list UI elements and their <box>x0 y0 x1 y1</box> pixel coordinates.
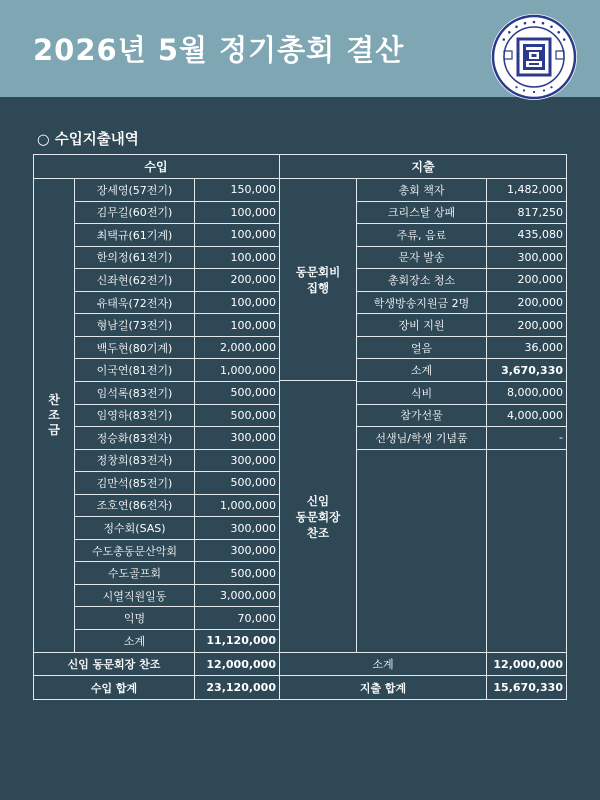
income-row-amount: 200,000 <box>230 273 276 287</box>
expense-row-name: 총회 책자 <box>398 183 445 197</box>
group-label-line: 동문회장 <box>295 509 341 524</box>
expense-row-amount: 435,080 <box>517 228 563 242</box>
income-row-name: 이국연(81전기) <box>96 364 173 378</box>
category-char: 찬 <box>48 393 60 407</box>
income-row-amount: 300,000 <box>230 431 276 445</box>
expense-row-amount: 36,000 <box>524 341 563 355</box>
section-title: ○ 수입지출내역 <box>37 132 139 148</box>
income-row-name: 정승화(83전자) <box>96 431 173 445</box>
expense-row-name: 총회장소 청소 <box>387 273 456 287</box>
expense-group-president-donation <box>280 381 356 652</box>
income-row-name: 장세영(57전기) <box>96 183 173 197</box>
title-banner <box>0 0 600 97</box>
expense-row-amount: 3,670,330 <box>501 363 563 377</box>
income-row-amount: 1,000,000 <box>220 498 276 512</box>
income-row-name: 익명 <box>123 612 146 626</box>
expense-row-name: 선생님/학생 기념품 <box>375 431 468 445</box>
group-label-line: 찬조 <box>306 525 330 540</box>
expense-row-name: 소계 <box>410 364 433 378</box>
income-row-name: 수도골프회 <box>107 567 162 581</box>
page-title: 2026년 5월 정기총회 결산 <box>33 33 405 67</box>
expense-header: 지출 <box>411 160 435 174</box>
expense-row-amount: - <box>559 431 563 445</box>
income-row-amount: 500,000 <box>230 566 276 580</box>
income-row-amount: 300,000 <box>230 544 276 558</box>
president-donation-amount: 12,000,000 <box>206 657 276 671</box>
income-row-amount: 100,000 <box>230 250 276 264</box>
income-row-name: 소계 <box>123 634 146 648</box>
group-label-line: 집행 <box>306 280 330 295</box>
income-total-amount: 23,120,000 <box>206 681 276 694</box>
expense-row-amount: 200,000 <box>517 273 563 287</box>
expense-row-amount: 817,250 <box>517 205 563 219</box>
income-row-amount: 1,000,000 <box>220 363 276 377</box>
group-label-line: 동문회비 <box>295 264 341 279</box>
income-row-amount: 500,000 <box>230 408 276 422</box>
income-row-name: 임영하(83전기) <box>96 409 173 423</box>
income-row-amount: 2,000,000 <box>220 341 276 355</box>
expense-row-amount: 300,000 <box>517 250 563 264</box>
school-crest-icon <box>491 14 577 100</box>
income-row-name: 김만석(85전기) <box>96 476 173 490</box>
income-header: 수입 <box>144 160 168 174</box>
income-row-name: 정수회(SAS) <box>103 522 166 536</box>
income-row-name: 형남길(73전기) <box>96 319 173 333</box>
income-row-name: 유태욱(72전자) <box>96 296 173 310</box>
expense-total-label: 지출 합계 <box>359 681 407 695</box>
category-label-donation <box>34 179 74 652</box>
category-char: 조 <box>48 408 60 422</box>
income-row-name: 임석록(83전기) <box>96 386 173 400</box>
president-donation-label: 신임 동문회장 찬조 <box>67 658 161 671</box>
expense-row-amount: 200,000 <box>517 296 563 310</box>
expense-row-name: 문자 발송 <box>398 251 445 265</box>
income-row-name: 신좌현(62전기) <box>96 273 173 287</box>
income-row-name: 시열직원일동 <box>102 589 167 603</box>
income-row-amount: 100,000 <box>230 205 276 219</box>
income-row-amount: 100,000 <box>230 296 276 310</box>
expense-row-amount: 200,000 <box>517 318 563 332</box>
income-row-amount: 100,000 <box>230 318 276 332</box>
category-char: 금 <box>48 423 60 437</box>
income-row-amount: 70,000 <box>237 611 276 625</box>
expense-group2-subtotal-label: 소계 <box>372 658 394 671</box>
income-row-name: 수도총동문산악회 <box>91 544 177 558</box>
expense-row-name: 식비 <box>410 386 433 400</box>
expense-row-name: 학생방송지원금 2명 <box>373 296 470 310</box>
income-row-name: 한의정(61전기) <box>96 251 173 265</box>
expense-group-member-fees <box>280 179 356 380</box>
income-row-name: 김무길(60전기) <box>96 206 173 220</box>
income-row-name: 정창희(83전자) <box>96 454 173 468</box>
expense-total-amount: 15,670,330 <box>493 681 563 694</box>
expense-row-amount: 4,000,000 <box>507 408 563 422</box>
income-row-amount: 11,120,000 <box>206 634 276 648</box>
expense-row-name: 얼음 <box>410 341 433 355</box>
income-row-name: 조호연(86전자) <box>96 499 173 513</box>
expense-row-amount: 1,482,000 <box>507 183 563 197</box>
income-row-amount: 300,000 <box>230 453 276 467</box>
income-total-label: 수입 합계 <box>90 681 138 695</box>
group-label-line: 신임 <box>306 493 330 508</box>
income-row-amount: 100,000 <box>230 228 276 242</box>
income-row-amount: 500,000 <box>230 476 276 490</box>
income-row-amount: 300,000 <box>230 521 276 535</box>
income-row-amount: 3,000,000 <box>220 589 276 603</box>
expense-row-name: 참가선물 <box>400 409 443 423</box>
income-row-amount: 500,000 <box>230 386 276 400</box>
expense-row-amount: 8,000,000 <box>507 386 563 400</box>
income-expense-table <box>33 154 567 700</box>
expense-row-name: 주류, 음료 <box>396 228 447 242</box>
expense-group2-subtotal-amount: 12,000,000 <box>493 657 563 671</box>
expense-row-name: 장비 지원 <box>398 319 445 333</box>
expense-row-name: 크리스탈 상패 <box>387 206 456 220</box>
income-row-amount: 150,000 <box>230 183 276 197</box>
income-row-name: 최택규(61기계) <box>96 228 173 242</box>
income-row-name: 백두현(80기계) <box>96 341 173 355</box>
